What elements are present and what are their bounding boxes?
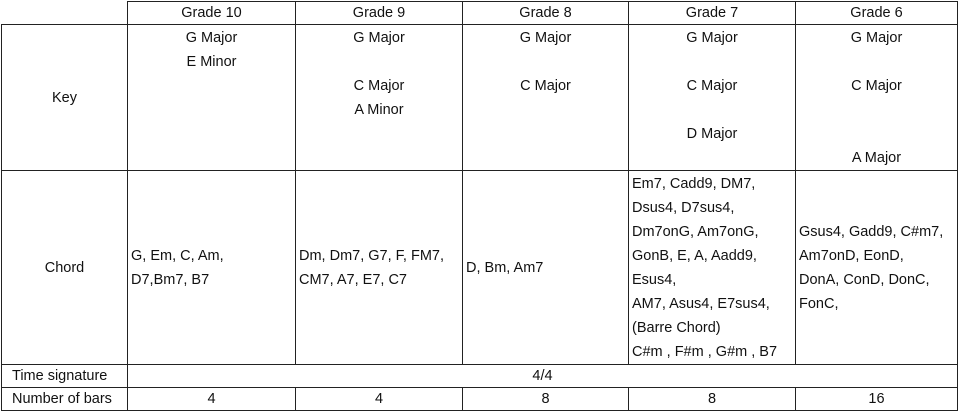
chord-cell-grade-6 (796, 171, 958, 365)
chord-line: Am7onD, EonD, (799, 247, 904, 264)
chord-line: Em7, Cadd9, DM7, (632, 175, 756, 192)
chord-line: D, Bm, Am7 (466, 259, 544, 276)
key-line (463, 50, 628, 74)
chord-line: G, Em, C, Am, (131, 247, 224, 264)
chord-cell-grade-7 (629, 171, 796, 365)
key-line (629, 98, 795, 122)
bars-grade-10: 4 (128, 388, 296, 411)
row-label-time-signature: Time signature (2, 365, 128, 388)
key-line (796, 50, 957, 74)
chord-row (2, 171, 958, 365)
key-line: G Major (353, 30, 405, 46)
header-grade-8: Grade 8 (463, 2, 629, 25)
number-of-bars-row (2, 388, 958, 411)
row-label-key: Key (2, 25, 128, 171)
key-cell-grade-6 (796, 25, 958, 171)
chord-line: C#m , F#m , G#m , B7 (632, 343, 778, 360)
corner-cell (2, 2, 128, 25)
header-row (2, 2, 958, 25)
chord-line: Dsus4, D7sus4, (632, 199, 735, 216)
chord-line: Dm7onG, Am7onG, (632, 223, 759, 240)
key-line (629, 50, 795, 74)
bars-grade-8: 8 (463, 388, 629, 411)
chord-cell-grade-8 (463, 171, 629, 365)
bars-grade-6: 16 (796, 388, 958, 411)
key-line: G Major (519, 30, 572, 46)
chord-cell-grade-10 (128, 171, 296, 365)
key-cell-grade-10 (128, 25, 296, 171)
key-line: C Major (686, 78, 738, 94)
key-row (2, 25, 958, 171)
key-line: C Major (851, 78, 902, 94)
key-line: C Major (353, 78, 405, 94)
chord-cell-grade-9 (296, 171, 463, 365)
chord-line: AM7, Asus4, E7sus4, (632, 295, 770, 312)
chord-line: Gsus4, Gadd9, C#m7, (799, 223, 944, 240)
header-grade-10: Grade 10 (128, 2, 296, 25)
chord-line: (Barre Chord) (632, 319, 721, 336)
key-line: E Minor (186, 54, 237, 70)
key-line: A Minor (354, 102, 404, 118)
header-grade-7: Grade 7 (629, 2, 796, 25)
key-line: A Major (851, 150, 902, 166)
key-line (296, 50, 462, 74)
key-line (796, 122, 957, 146)
header-grade-6: Grade 6 (796, 2, 958, 25)
grade-table (1, 1, 958, 411)
chord-line: D7,Bm7, B7 (131, 271, 210, 288)
header-grade-9: Grade 9 (296, 2, 463, 25)
key-line (796, 98, 957, 122)
chord-line: CM7, A7, E7, C7 (299, 271, 407, 288)
chord-line: GonB, E, A, Aadd9, (632, 247, 757, 264)
bars-grade-7: 8 (629, 388, 796, 411)
key-cell-grade-9 (296, 25, 463, 171)
row-label-chord: Chord (2, 171, 128, 365)
time-signature-value: 4/4 (128, 365, 958, 388)
key-line: G Major (686, 30, 738, 46)
key-line: G Major (185, 30, 238, 46)
key-line: C Major (520, 78, 571, 94)
row-label-number-of-bars: Number of bars (2, 388, 128, 411)
key-cell-grade-8 (463, 25, 629, 171)
key-cell-grade-7 (629, 25, 796, 171)
chord-line: Dm, Dm7, G7, F, FM7, (299, 247, 445, 264)
key-line: D Major (686, 126, 738, 142)
bars-grade-9: 4 (296, 388, 463, 411)
chord-line: DonA, ConD, DonC, (799, 271, 930, 288)
chord-line: FonC, (799, 295, 839, 312)
key-line: G Major (850, 30, 903, 46)
time-signature-row (2, 365, 958, 388)
chord-line: Esus4, (632, 271, 677, 288)
